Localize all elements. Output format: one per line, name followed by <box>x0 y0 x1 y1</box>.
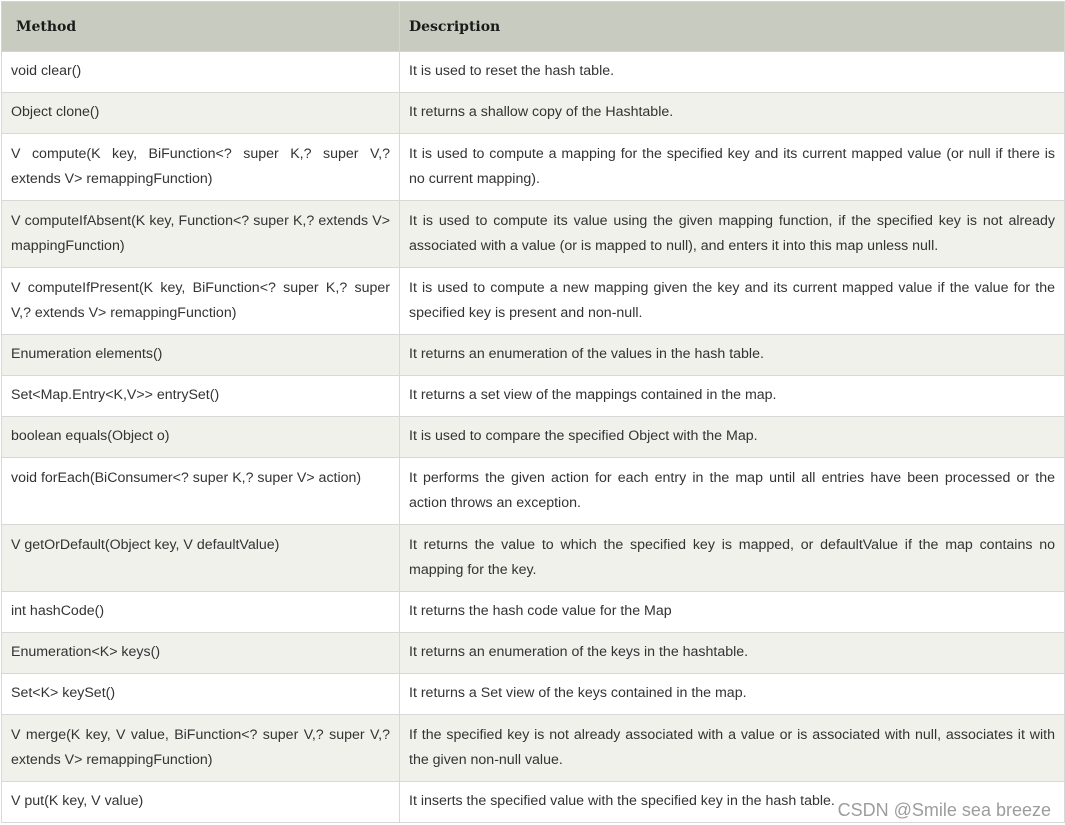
description-cell: It is used to compare the specified Object with the Map. <box>400 417 1065 458</box>
description-cell: It is used to compute a mapping for the specified key and its current mapped value (or null if there is no current mapping). <box>400 134 1065 201</box>
description-cell: It is used to reset the hash table. <box>400 52 1065 93</box>
table-row <box>2 376 1065 417</box>
method-cell: Object clone() <box>2 93 400 134</box>
description-cell: It returns the hash code value for the Map <box>400 592 1065 633</box>
description-cell: It is used to compute its value using the given mapping function, if the specified key is not already associated with a value (or is mapped to null), and enters it into this map unless null. <box>400 201 1065 268</box>
method-cell: void forEach(BiConsumer<? super K,? super V> action) <box>2 458 400 525</box>
description-cell: It returns a shallow copy of the Hashtable. <box>400 93 1065 134</box>
method-cell: V compute(K key, BiFunction<? super K,? super V,? extends V> remappingFunction) <box>2 134 400 201</box>
method-cell: int hashCode() <box>2 592 400 633</box>
description-column-header: Description <box>400 2 1065 52</box>
table-row <box>2 417 1065 458</box>
method-cell: Enumeration elements() <box>2 335 400 376</box>
description-cell: It returns a Set view of the keys contained in the map. <box>400 674 1065 715</box>
hashtable-methods-table <box>1 1 1065 823</box>
description-cell: It inserts the specified value with the specified key in the hash table. <box>400 782 1065 823</box>
table-row <box>2 268 1065 335</box>
method-cell: Set<Map.Entry<K,V>> entrySet() <box>2 376 400 417</box>
method-cell: Set<K> keySet() <box>2 674 400 715</box>
table-row <box>2 633 1065 674</box>
table-row <box>2 134 1065 201</box>
table-header-row <box>2 2 1065 52</box>
method-cell: boolean equals(Object o) <box>2 417 400 458</box>
method-cell: V merge(K key, V value, BiFunction<? super V,? super V,? extends V> remappingFunction) <box>2 715 400 782</box>
description-cell: If the specified key is not already associated with a value or is associated with null, associates it with the given non-null value. <box>400 715 1065 782</box>
description-cell: It returns a set view of the mappings contained in the map. <box>400 376 1065 417</box>
method-cell: void clear() <box>2 52 400 93</box>
table-row <box>2 458 1065 525</box>
method-column-header: Method <box>2 2 400 52</box>
table-row <box>2 592 1065 633</box>
method-cell: V computeIfPresent(K key, BiFunction<? super K,? super V,? extends V> remappingFunction) <box>2 268 400 335</box>
method-cell: V computeIfAbsent(K key, Function<? super K,? extends V> mappingFunction) <box>2 201 400 268</box>
table-row <box>2 782 1065 823</box>
table-row <box>2 525 1065 592</box>
description-cell: It performs the given action for each entry in the map until all entries have been processed or the action throws an exception. <box>400 458 1065 525</box>
table-row <box>2 715 1065 782</box>
description-cell: It returns the value to which the specified key is mapped, or defaultValue if the map contains no mapping for the key. <box>400 525 1065 592</box>
method-cell: Enumeration<K> keys() <box>2 633 400 674</box>
description-cell: It returns an enumeration of the keys in the hashtable. <box>400 633 1065 674</box>
csdn-watermark: CSDN @Smile sea breeze <box>837 800 1051 820</box>
description-cell: It is used to compute a new mapping given the key and its current mapped value if the value for the specified key is present and non-null. <box>400 268 1065 335</box>
table-row <box>2 201 1065 268</box>
table-row <box>2 93 1065 134</box>
method-cell: V put(K key, V value) <box>2 782 400 823</box>
table-row <box>2 52 1065 93</box>
table-row <box>2 674 1065 715</box>
table-row <box>2 335 1065 376</box>
method-cell: V getOrDefault(Object key, V defaultValue) <box>2 525 400 592</box>
description-cell: It returns an enumeration of the values in the hash table. <box>400 335 1065 376</box>
